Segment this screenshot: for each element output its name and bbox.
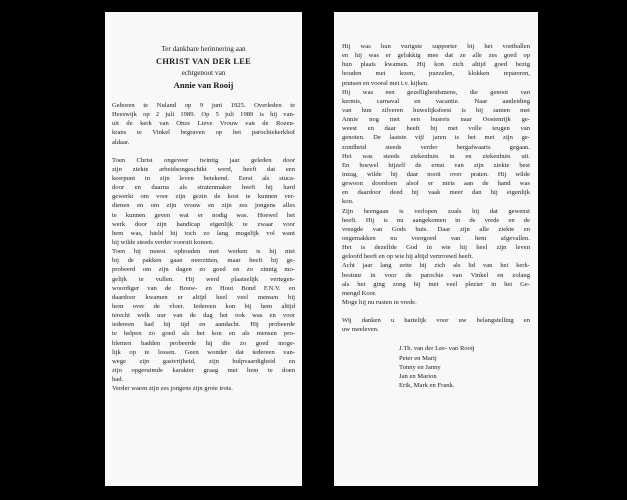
spouse-name: Annie van Rooij: [173, 80, 234, 90]
text-line: aldaar.: [112, 138, 130, 146]
text-line: Toen hij moest ophouden met werken is hij niet: [112, 248, 295, 256]
text-line: Heeswijk op 2 juli 1989. Op 5 juli 1989 is hij van-: [112, 111, 295, 119]
biography-paragraph: [112, 101, 295, 147]
text-line: woordiger van de Bouw- en Hout Bond F.N.V. en: [112, 284, 295, 292]
text-line: vreugde van Gods huis. Daar zijn alle ziekte en: [342, 225, 530, 233]
text-line: werk door zijn handicap eigenlijk te zwaar voor: [112, 220, 295, 228]
text-line: weest en daar heeft hij met volle teugen van: [342, 125, 530, 133]
text-line: te kunnen geven wat er nodig was. Hoewel het: [112, 211, 295, 219]
text-line: Tonny en Janny: [399, 363, 441, 371]
text-line: krans te Vinkel begraven op het parochiekerkhof: [112, 129, 295, 137]
text-line: zijn opgeruimde karakter graag met hem te doen: [112, 366, 295, 374]
text-line: Annie nog met een busreis naar Oostenrijk ge-: [342, 116, 530, 124]
text-line: uit de kerk van Onze Lieve Vrouw van de Rozen-: [112, 120, 295, 128]
text-line: Geboren te Nuland op 9 juni 1925. Overleden te: [112, 102, 295, 109]
text-line: gewoon doordoen alsof er niets aan de hand was: [342, 180, 530, 188]
text-line: door en daarna als stratenmaker heeft hij hard: [112, 184, 295, 192]
text-line: daardoor kwamen er altijd heel veel mensen bij: [112, 293, 295, 301]
text-line: hem over de vloer. Iedereen kon bij hem altijd: [112, 302, 295, 310]
text-line: kon.: [342, 198, 354, 206]
text-line: keerpunt in zijn leven betekend. Eerst als stuca-: [112, 174, 295, 182]
relation-line: echtgenoot van: [181, 69, 226, 77]
text-line: blemen hadden probeerde hij die zo goed moge-: [112, 339, 295, 347]
text-line: En hoewel hijzelf de ernst van zijn ziekte best: [342, 161, 530, 169]
text-line: iedereen had hij tijd en aandacht. Hij probeerde: [112, 321, 295, 329]
memorial-card-left: [105, 12, 302, 486]
text-line: Het was steeds ziekenhuis in en ziekenhuis uit.: [342, 152, 530, 160]
text-line: J.Th. van der Lee- van Rooij: [399, 345, 475, 353]
text-line: te helpen zo goed als het kon en als mensen pro-: [112, 330, 295, 338]
text-line: gewerkt om voor zijn gezin de kost te kunnen ver-: [112, 193, 295, 201]
text-line: Hij was een gezelligheidsmens, die genoot van: [342, 88, 530, 96]
dedication-line: Ter dankbare herinnering aan: [161, 45, 246, 53]
text-line: inzag, wilde hij daar nooit over praten. Hij wilde: [342, 170, 530, 178]
text-line: kermis, carnaval en vacantie. Naar aanleiding: [342, 97, 530, 105]
text-line: Verder waren zijn zes jongens zijn grote trots.: [112, 385, 233, 393]
text-line: geloofd heeft en op wie hij altijd vertrouwd heeft.: [342, 253, 474, 261]
text-line: als het ging zong hij met veel plezier in het Ge-: [342, 280, 530, 288]
text-line: prutsen en vooral met t.v. kijken.: [342, 79, 429, 87]
memorial-text-continued: [342, 42, 530, 307]
text-line: genoten. De laatste vijf jaren is het met zijn ge-: [342, 134, 530, 142]
memorial-text: [112, 156, 295, 394]
text-line: Wij danken u hartelijk voor uw belangstelling en: [342, 317, 530, 325]
text-line: en daardoor deed hij vaak meer dan hij eigenlijk: [342, 189, 530, 197]
text-line: Jan en Marion: [399, 372, 437, 380]
text-line: Peter en Marij: [399, 354, 437, 362]
text-line: terecht welk uur van de dag het ook was en voor: [112, 312, 295, 320]
text-line: gelijk te vullen. Hij werd plaatselijk vertegen-: [112, 275, 295, 283]
text-line: had.: [112, 376, 124, 384]
text-line: hun plaats kwamen. Hij kon zich altijd goed bezig: [342, 61, 530, 69]
text-line: wege zijn gastvrijheid, zijn hulpvaardigheid en: [112, 357, 295, 365]
family-signatures: [342, 344, 530, 390]
text-line: Moge hij nu rusten in vrede.: [342, 298, 417, 306]
text-line: mengd Koor.: [342, 289, 377, 297]
text-line: lijk op te lossen. Geen wonder dat iedereen van-: [112, 348, 295, 356]
text-line: houden met lezen, puzzelen, klokken repareren,: [342, 70, 530, 78]
text-line: zondheid steeds verder bergafwaarts gegaan.: [342, 143, 530, 151]
deceased-name: CHRIST VAN DER LEE: [156, 57, 251, 66]
text-line: bij de pakken gaan neerzitten, maar heeft hij ge-: [112, 257, 295, 265]
memorial-card-right: [334, 12, 538, 486]
thanks-paragraph: [342, 316, 530, 334]
text-line: dienen en om zijn vrouw en zijn zes jongens alles: [112, 202, 295, 210]
text-line: zijn ziekte arbeidsongeschikt werd, heeft dat een: [112, 165, 295, 173]
text-line: Acht jaar lang zette hij zich als lid van het kerk-: [342, 262, 530, 270]
text-line: Erik, Mark en Frank.: [399, 382, 455, 390]
text-line: Hij was hun vurigste supporter bij het voetballen: [342, 43, 530, 50]
text-line: hij wilde steeds verder vooruit komen.: [112, 238, 214, 246]
text-line: uw meeleven.: [342, 326, 379, 334]
text-line: van hun zilveren huwelijksfeest is hij samen met: [342, 106, 530, 114]
text-line: en hij was er gelukkig mee dat ze alle zes goed op: [342, 52, 530, 60]
text-line: probeerd om zijn dagen zo goed en zo zinnig mo-: [112, 266, 295, 274]
text-line: Toen Christ ongeveer twintig jaar geleden door: [112, 156, 295, 164]
top-margin: [112, 12, 295, 44]
text-line: Het is dezelfde God in wie hij heel zijn leven: [342, 244, 530, 252]
text-line: hem was, hield hij toch zo lang mogelijk vol want: [112, 229, 295, 237]
text-line: heeft. Hij is nu aangekomen in de vrede en de: [342, 216, 530, 224]
text-line: bestuur in voor de parochie van Vinkel en zolang: [342, 271, 530, 279]
text-line: Zijn heengaan is verlopen zoals hij dat gewenst: [342, 207, 530, 215]
text-line: ongemakken nu voorgoed van hem afgevallen.: [342, 234, 530, 242]
